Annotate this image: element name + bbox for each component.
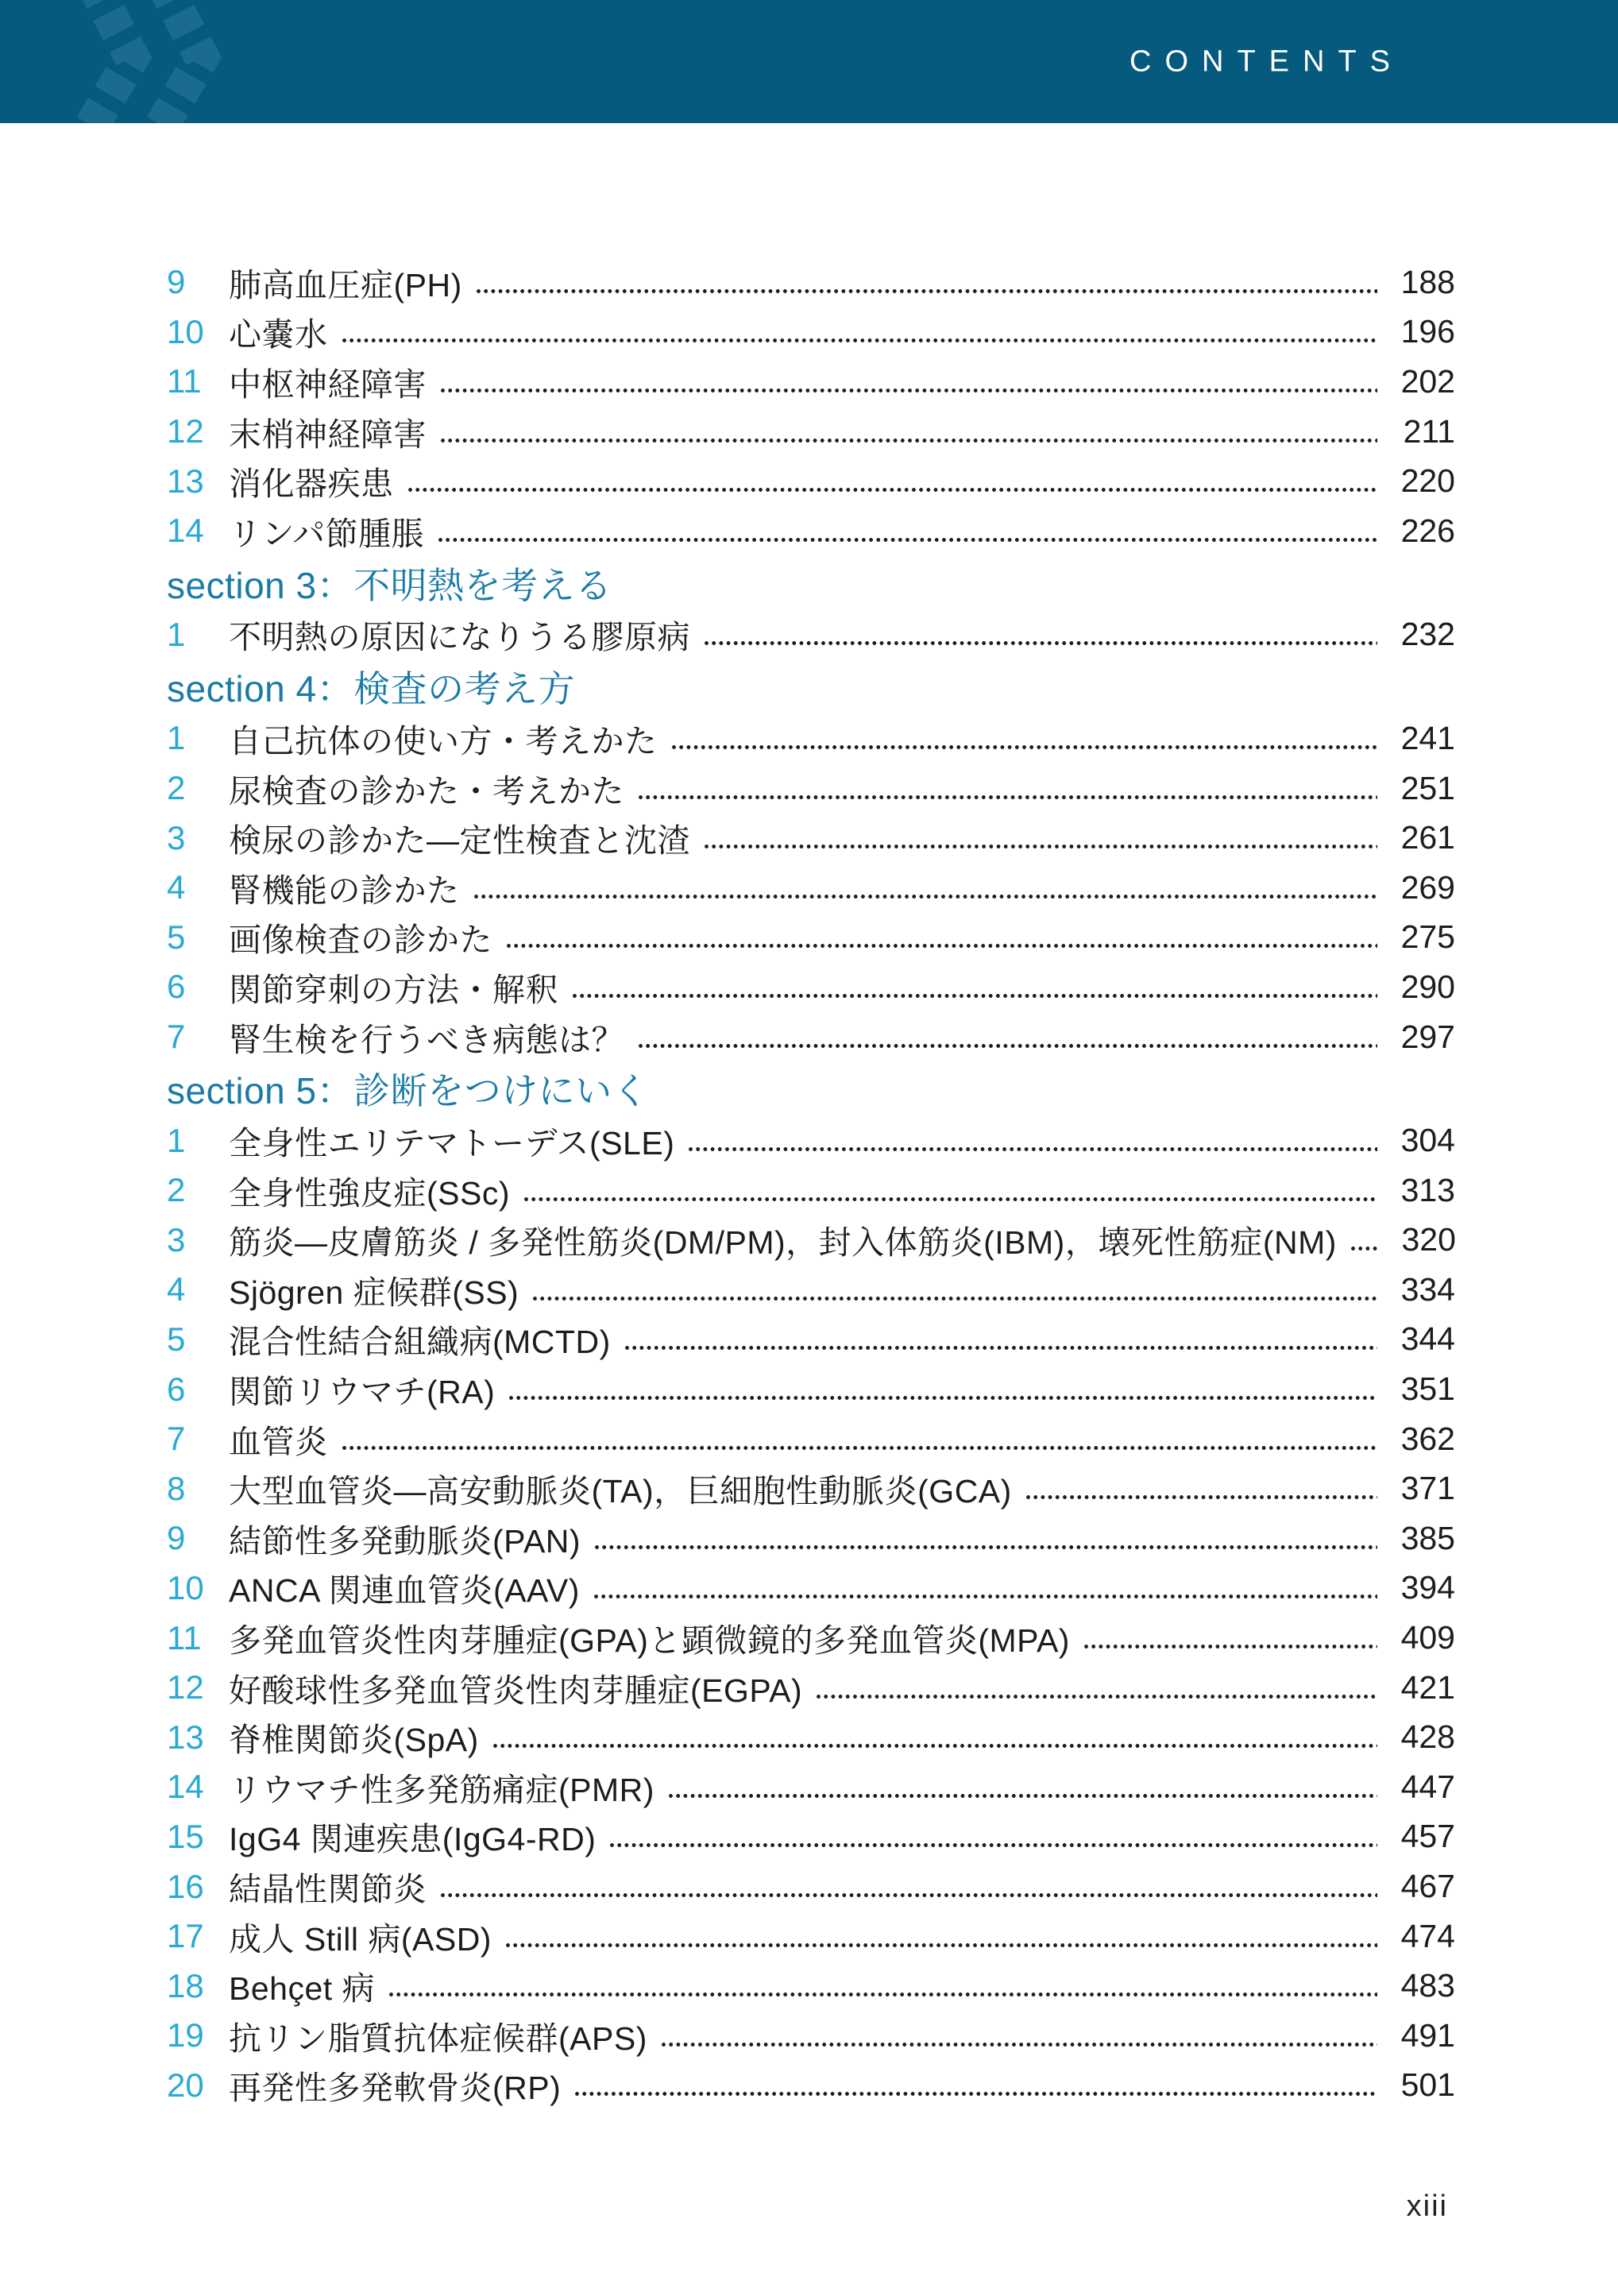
dotted-leader xyxy=(508,1394,1377,1401)
entry-page-number: 409 xyxy=(1400,1619,1455,1656)
entry-number: 13 xyxy=(167,1718,204,1756)
entry-page-number: 394 xyxy=(1400,1569,1455,1606)
entry-title: 脊椎関節炎(SpA) xyxy=(229,1722,479,1759)
entry-title: 大型血管炎―高安動脈炎(TA)，巨細胞性動脈炎(GCA) xyxy=(229,1473,1012,1510)
entry-title: 不明熱の原因になりうる膠原病 xyxy=(229,619,690,656)
entry-number: 11 xyxy=(167,1618,202,1656)
entry-number: 9 xyxy=(167,1519,186,1557)
toc-list xyxy=(167,257,1455,2110)
entry-page-number: 251 xyxy=(1400,769,1455,806)
toc-entry xyxy=(167,257,1455,307)
entry-number: 7 xyxy=(167,1420,186,1458)
entry-page-number: 211 xyxy=(1403,412,1455,450)
entry-number: 17 xyxy=(167,1917,204,1955)
entry-page-number: 188 xyxy=(1400,263,1455,300)
entry-number: 11 xyxy=(167,362,202,400)
entry-page-number: 457 xyxy=(1400,1818,1455,1855)
dotted-leader xyxy=(437,536,1377,543)
entry-number: 14 xyxy=(167,1768,204,1806)
entry-title: 尿検査の診かた・考えかた xyxy=(229,772,624,810)
entry-title: 成人 Still 病(ASD) xyxy=(229,1920,492,1958)
dotted-leader xyxy=(593,1544,1377,1551)
entry-title: 筋炎―皮膚筋炎 / 多発性筋炎(DM/PM)，封入体筋炎(IBM)，壊死性筋症(NM) xyxy=(229,1224,1337,1262)
toc-entry xyxy=(167,1663,1455,1713)
dotted-leader xyxy=(687,1146,1377,1153)
entry-page-number: 261 xyxy=(1400,819,1455,856)
entry-title: 検尿の診かた―定性検査と沈渣 xyxy=(229,822,690,860)
entry-number: 7 xyxy=(167,1018,186,1056)
entry-number: 3 xyxy=(167,818,186,856)
entry-title: 血管炎 xyxy=(229,1423,328,1460)
entry-title: 混合性結合組織病(MCTD) xyxy=(229,1324,611,1361)
dotted-leader xyxy=(637,794,1377,801)
entry-number: 10 xyxy=(167,1568,204,1606)
entry-title: 画像検査の診かた xyxy=(229,922,492,959)
entry-page-number: 202 xyxy=(1400,362,1455,400)
dotted-leader xyxy=(439,387,1377,394)
entry-title: リウマチ性多発筋痛症(PMR) xyxy=(229,1771,655,1808)
toc-entry xyxy=(167,1564,1455,1614)
entry-title: 末梢神経障害 xyxy=(229,416,427,453)
entry-page-number: 290 xyxy=(1400,968,1455,1005)
entry-page-number: 491 xyxy=(1400,2016,1455,2054)
toc-entry xyxy=(167,2011,1455,2061)
entry-number: 1 xyxy=(167,1121,186,1159)
toc-entry xyxy=(167,1513,1455,1564)
entry-page-number: 351 xyxy=(1400,1370,1455,1408)
entry-number: 4 xyxy=(167,868,186,906)
entry-page-number: 421 xyxy=(1400,1668,1455,1706)
entry-number: 4 xyxy=(167,1270,186,1308)
dotted-leader xyxy=(1083,1643,1377,1650)
dotted-leader xyxy=(504,1942,1377,1949)
entry-number: 14 xyxy=(167,512,204,550)
entry-number: 5 xyxy=(167,918,186,956)
entry-number: 2 xyxy=(167,1171,186,1209)
entry-page-number: 344 xyxy=(1400,1320,1455,1358)
toc-entry xyxy=(167,1265,1455,1315)
entry-page-number: 313 xyxy=(1400,1171,1455,1208)
dotted-leader xyxy=(703,640,1377,647)
entry-page-number: 320 xyxy=(1401,1221,1456,1258)
entry-title: Behçet 病 xyxy=(229,1970,376,2008)
dotted-leader xyxy=(475,288,1377,295)
dotted-leader xyxy=(473,893,1378,900)
dotted-leader xyxy=(407,486,1378,493)
chevron-decoration-icon xyxy=(0,0,254,123)
entry-page-number: 371 xyxy=(1400,1470,1455,1507)
entry-number: 15 xyxy=(167,1817,204,1855)
dotted-leader xyxy=(624,1344,1377,1351)
entry-number: 9 xyxy=(167,263,186,301)
dotted-leader xyxy=(667,1792,1377,1799)
toc-entry xyxy=(167,1165,1455,1216)
entry-page-number: 474 xyxy=(1400,1917,1455,1954)
dotted-leader xyxy=(341,1444,1378,1451)
entry-title: 腎生検を行うべき病態は？ xyxy=(229,1021,624,1058)
entry-title: 全身性強皮症(SSc) xyxy=(229,1174,510,1212)
entry-number: 19 xyxy=(167,2016,204,2054)
dotted-leader xyxy=(593,1593,1377,1600)
toc-section-heading: section 3：不明熱を考える xyxy=(167,564,612,606)
dotted-leader xyxy=(703,843,1377,850)
toc-entry xyxy=(167,2061,1455,2111)
toc-entry xyxy=(167,1364,1455,1414)
toc-entry xyxy=(167,1812,1455,1862)
dotted-leader xyxy=(531,1295,1377,1302)
dotted-leader xyxy=(492,1742,1377,1749)
entry-title: 抗リン脂質抗体症候群(APS) xyxy=(229,2020,647,2057)
entry-title: 結晶性関節炎 xyxy=(229,1871,427,1908)
entry-title: 肺高血圧症(PH) xyxy=(229,266,462,303)
toc-entry xyxy=(167,913,1455,963)
toc-entry xyxy=(167,456,1455,506)
entry-page-number: 362 xyxy=(1400,1420,1455,1457)
dotted-leader xyxy=(439,437,1377,444)
dotted-leader xyxy=(571,992,1377,999)
entry-number: 18 xyxy=(167,1966,204,2004)
toc-entry xyxy=(167,307,1455,358)
entry-title: 腎機能の診かた xyxy=(229,872,460,909)
entry-title: 自己抗体の使い方・考えかた xyxy=(229,722,658,760)
toc-entry xyxy=(167,1961,1455,2011)
toc-entry xyxy=(167,1712,1455,1762)
dotted-leader xyxy=(439,1892,1377,1899)
folio-page-number: xiii xyxy=(1406,2190,1448,2223)
entry-page-number: 226 xyxy=(1400,512,1455,549)
entry-title: ANCA 関連血管炎(AAV) xyxy=(229,1572,580,1610)
entry-number: 1 xyxy=(167,719,186,757)
entry-page-number: 447 xyxy=(1400,1768,1455,1805)
toc-entry xyxy=(167,1463,1455,1513)
toc-entry xyxy=(167,813,1455,863)
dotted-leader xyxy=(573,2090,1377,2097)
entry-page-number: 334 xyxy=(1400,1270,1455,1308)
dotted-leader xyxy=(670,744,1378,751)
page-title: CONTENTS xyxy=(1130,44,1404,78)
entry-page-number: 220 xyxy=(1400,462,1455,500)
toc-entry xyxy=(167,1911,1455,1962)
entry-title: 全身性エリテマトーデス(SLE) xyxy=(229,1125,675,1162)
toc-entry xyxy=(167,610,1455,660)
entry-number: 5 xyxy=(167,1320,186,1358)
entry-title: IgG4 関連疾患(IgG4-RD) xyxy=(229,1821,597,1858)
page-header xyxy=(0,0,1618,123)
entry-number: 1 xyxy=(167,615,186,653)
entry-number: 3 xyxy=(167,1220,186,1258)
toc-entry xyxy=(167,1613,1455,1663)
toc-section-heading: section 5：診断をつけにいく xyxy=(167,1070,650,1112)
entry-title: 関節穿刺の方法・解釈 xyxy=(229,971,558,1008)
toc-entry xyxy=(167,506,1455,556)
entry-title: 消化器疾患 xyxy=(229,466,394,503)
toc-entry xyxy=(167,1115,1455,1165)
dotted-leader xyxy=(505,942,1377,949)
entry-number: 12 xyxy=(167,1668,204,1707)
entry-page-number: 385 xyxy=(1400,1519,1455,1556)
entry-number: 16 xyxy=(167,1867,204,1905)
entry-page-number: 232 xyxy=(1400,616,1455,653)
toc-entry xyxy=(167,713,1455,763)
dotted-leader xyxy=(341,337,1378,344)
entry-page-number: 196 xyxy=(1400,313,1455,350)
toc-entry xyxy=(167,863,1455,913)
entry-page-number: 304 xyxy=(1400,1122,1455,1159)
entry-title: リンパ節腫脹 xyxy=(229,515,425,552)
entry-page-number: 269 xyxy=(1400,868,1455,906)
entry-page-number: 241 xyxy=(1400,719,1455,756)
entry-number: 6 xyxy=(167,1370,186,1408)
toc-entry xyxy=(167,1414,1455,1464)
toc-section-heading: section 4：検査の考え方 xyxy=(167,668,576,710)
entry-number: 13 xyxy=(167,462,204,500)
entry-title: 再発性多発軟骨炎(RP) xyxy=(229,2070,562,2107)
toc-entry xyxy=(167,1762,1455,1812)
entry-number: 12 xyxy=(167,412,204,450)
entry-number: 8 xyxy=(167,1469,186,1507)
dotted-leader xyxy=(1025,1494,1377,1501)
entry-title: 多発血管炎性肉芽腫症(GPA)と顕微鏡的多発血管炎(MPA) xyxy=(229,1622,1070,1660)
dotted-leader xyxy=(388,1991,1377,1998)
entry-title: 関節リウマチ(RA) xyxy=(229,1374,496,1411)
entry-page-number: 275 xyxy=(1400,918,1455,956)
entry-title: Sjögren 症候群(SS) xyxy=(229,1274,519,1311)
entry-title: 結節性多発動脈炎(PAN) xyxy=(229,1522,581,1560)
dotted-leader xyxy=(523,1196,1377,1203)
toc-entry xyxy=(167,357,1455,407)
entry-page-number: 428 xyxy=(1400,1718,1455,1756)
entry-number: 6 xyxy=(167,968,186,1006)
dotted-leader xyxy=(1350,1245,1378,1252)
entry-number: 2 xyxy=(167,769,186,807)
entry-page-number: 467 xyxy=(1400,1868,1455,1905)
dotted-leader xyxy=(608,1842,1377,1849)
toc-entry xyxy=(167,962,1455,1012)
entry-number: 10 xyxy=(167,312,204,350)
toc-entry xyxy=(167,1216,1455,1266)
toc-entry xyxy=(167,1315,1455,1365)
entry-page-number: 483 xyxy=(1400,1967,1455,2004)
entry-title: 好酸球性多発血管炎性肉芽腫症(EGPA) xyxy=(229,1672,803,1709)
entry-page-number: 297 xyxy=(1400,1018,1455,1055)
dotted-leader xyxy=(637,1042,1377,1049)
toc-entry xyxy=(167,1861,1455,1911)
entry-title: 中枢神経障害 xyxy=(229,365,427,403)
entry-page-number: 501 xyxy=(1400,2066,1455,2104)
entry-title: 心嚢水 xyxy=(229,316,328,354)
toc-entry xyxy=(167,407,1455,457)
dotted-leader xyxy=(660,2041,1377,2048)
toc-entry xyxy=(167,763,1455,814)
toc-entry xyxy=(167,1012,1455,1062)
dotted-leader xyxy=(815,1693,1377,1700)
entry-number: 20 xyxy=(167,2066,204,2104)
